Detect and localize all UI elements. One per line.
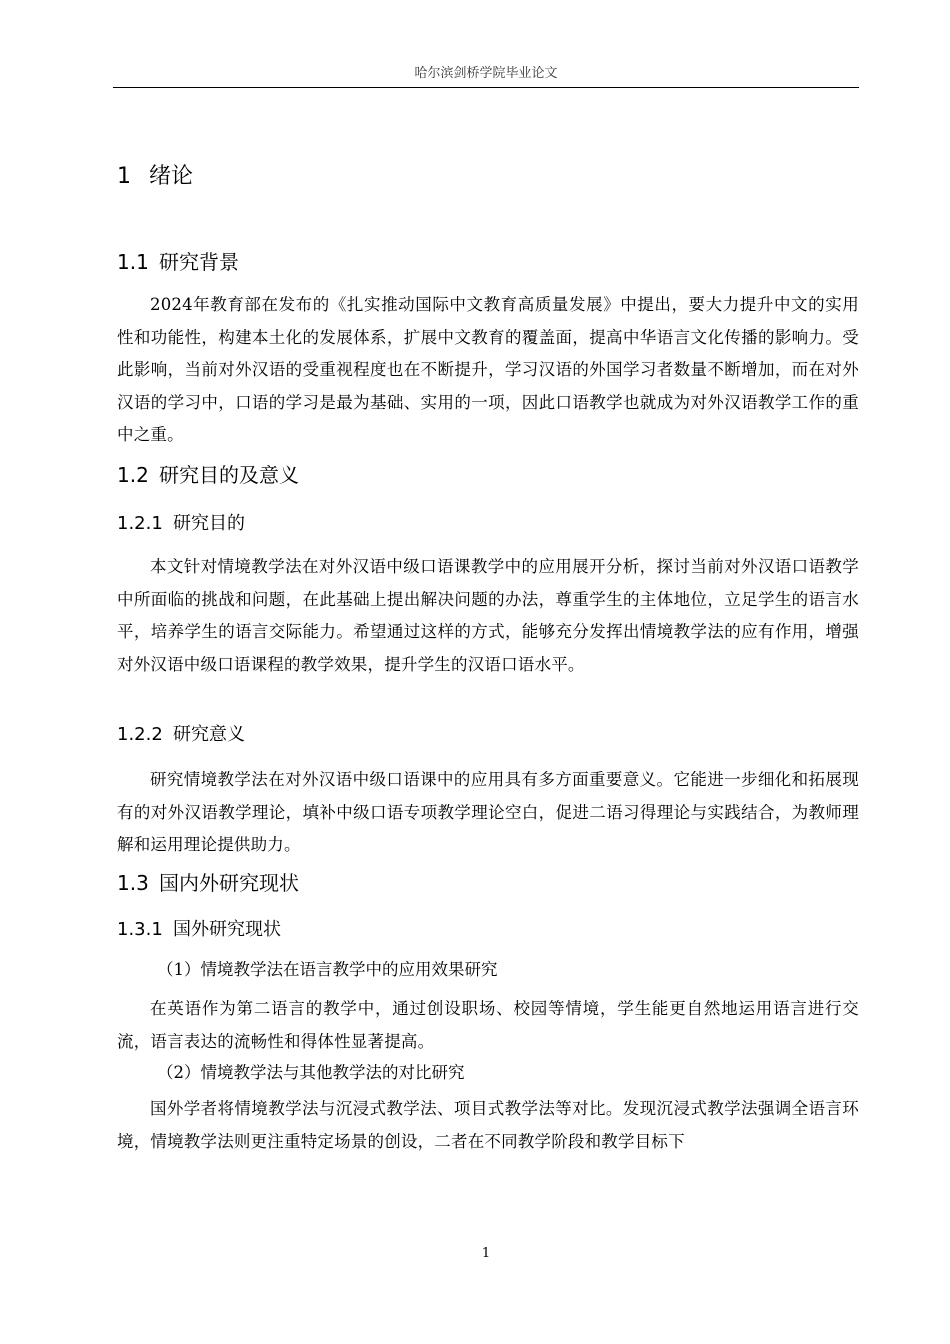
header-divider [113, 87, 859, 88]
section-heading-1-1 [117, 248, 859, 276]
subsection-title: 研究目的 [173, 513, 245, 534]
chapter-title: 绪论 [149, 164, 194, 189]
paragraph-background: 2024年教育部在发布的《扎实推动国际中文教育高质量发展》中提出，要大力提升中文的实用性和功能性，构建本土化的发展体系，扩展中文教育的覆盖面，提高中华语言文化传播的影响力。受此影响，当前对外汉语的受重视程度也在不断提升，学习汉语的外国学习者数量不断增加，而在对外汉语的学习中，口语的学习是最为基础、实用的一项，因此口语教学也就成为对外汉语教学工作的重中之重。 [117, 295, 859, 444]
section-number: 1.2 [117, 463, 149, 487]
list-item-heading-2: （2）情境教学法与其他教学法的对比研究 [157, 1063, 465, 1082]
paragraph-foreign-2: 国外学者将情境教学法与沉浸式教学法、项目式教学法等对比。发现沉浸式教学法强调全语言环境，情境教学法则更注重特定场景的创设，二者在不同教学阶段和教学目标下 [117, 1099, 859, 1151]
subsection-number: 1.3.1 [117, 919, 163, 940]
section-heading-1-2 [117, 461, 859, 489]
subsection-number: 1.2.2 [117, 724, 163, 745]
paragraph-significance: 研究情境教学法在对外汉语中级口语课中的应用具有多方面重要意义。它能进一步细化和拓展现有的对外汉语教学理论，填补中级口语专项教学理论空白，促进二语习得理论与实践结合，为教师理解和运用理论提供助力。 [117, 770, 859, 854]
page-header: 哈尔滨剑桥学院毕业论文 [414, 66, 558, 81]
section-title: 研究背景 [159, 250, 239, 274]
subsection-title: 国外研究现状 [173, 919, 281, 940]
section-number: 1.3 [117, 871, 149, 895]
page-number: 1 [481, 1246, 491, 1261]
chapter-heading [117, 162, 859, 192]
paragraph-foreign-1: 在英语作为第二语言的教学中，通过创设职场、校园等情境，学生能更自然地运用语言进行交流，语言表达的流畅性和得体性显著提高。 [117, 999, 859, 1051]
subsection-heading-1-2-2 [117, 722, 859, 748]
section-number: 1.1 [117, 250, 149, 274]
paragraph-purpose: 本文针对情境教学法在对外汉语中级口语课教学中的应用展开分析，探讨当前对外汉语口语教学中所面临的挑战和问题，在此基础上提出解决问题的办法，尊重学生的主体地位，立足学生的语言水平，培养学生的语言交际能力。希望通过这样的方式，能够充分发挥出情境教学法的应有作用，增强对外汉语中级口语课程的教学效果，提升学生的汉语口语水平。 [117, 557, 859, 674]
list-item-heading-1: （1）情境教学法在语言教学中的应用效果研究 [157, 960, 498, 979]
chapter-number: 1 [117, 164, 131, 189]
subsection-title: 研究意义 [173, 724, 245, 745]
subsection-heading-1-2-1 [117, 511, 859, 537]
subsection-heading-1-3-1 [117, 917, 859, 943]
subsection-number: 1.2.1 [117, 513, 163, 534]
section-heading-1-3 [117, 869, 859, 897]
section-title: 研究目的及意义 [159, 463, 299, 487]
section-title: 国内外研究现状 [159, 871, 299, 895]
